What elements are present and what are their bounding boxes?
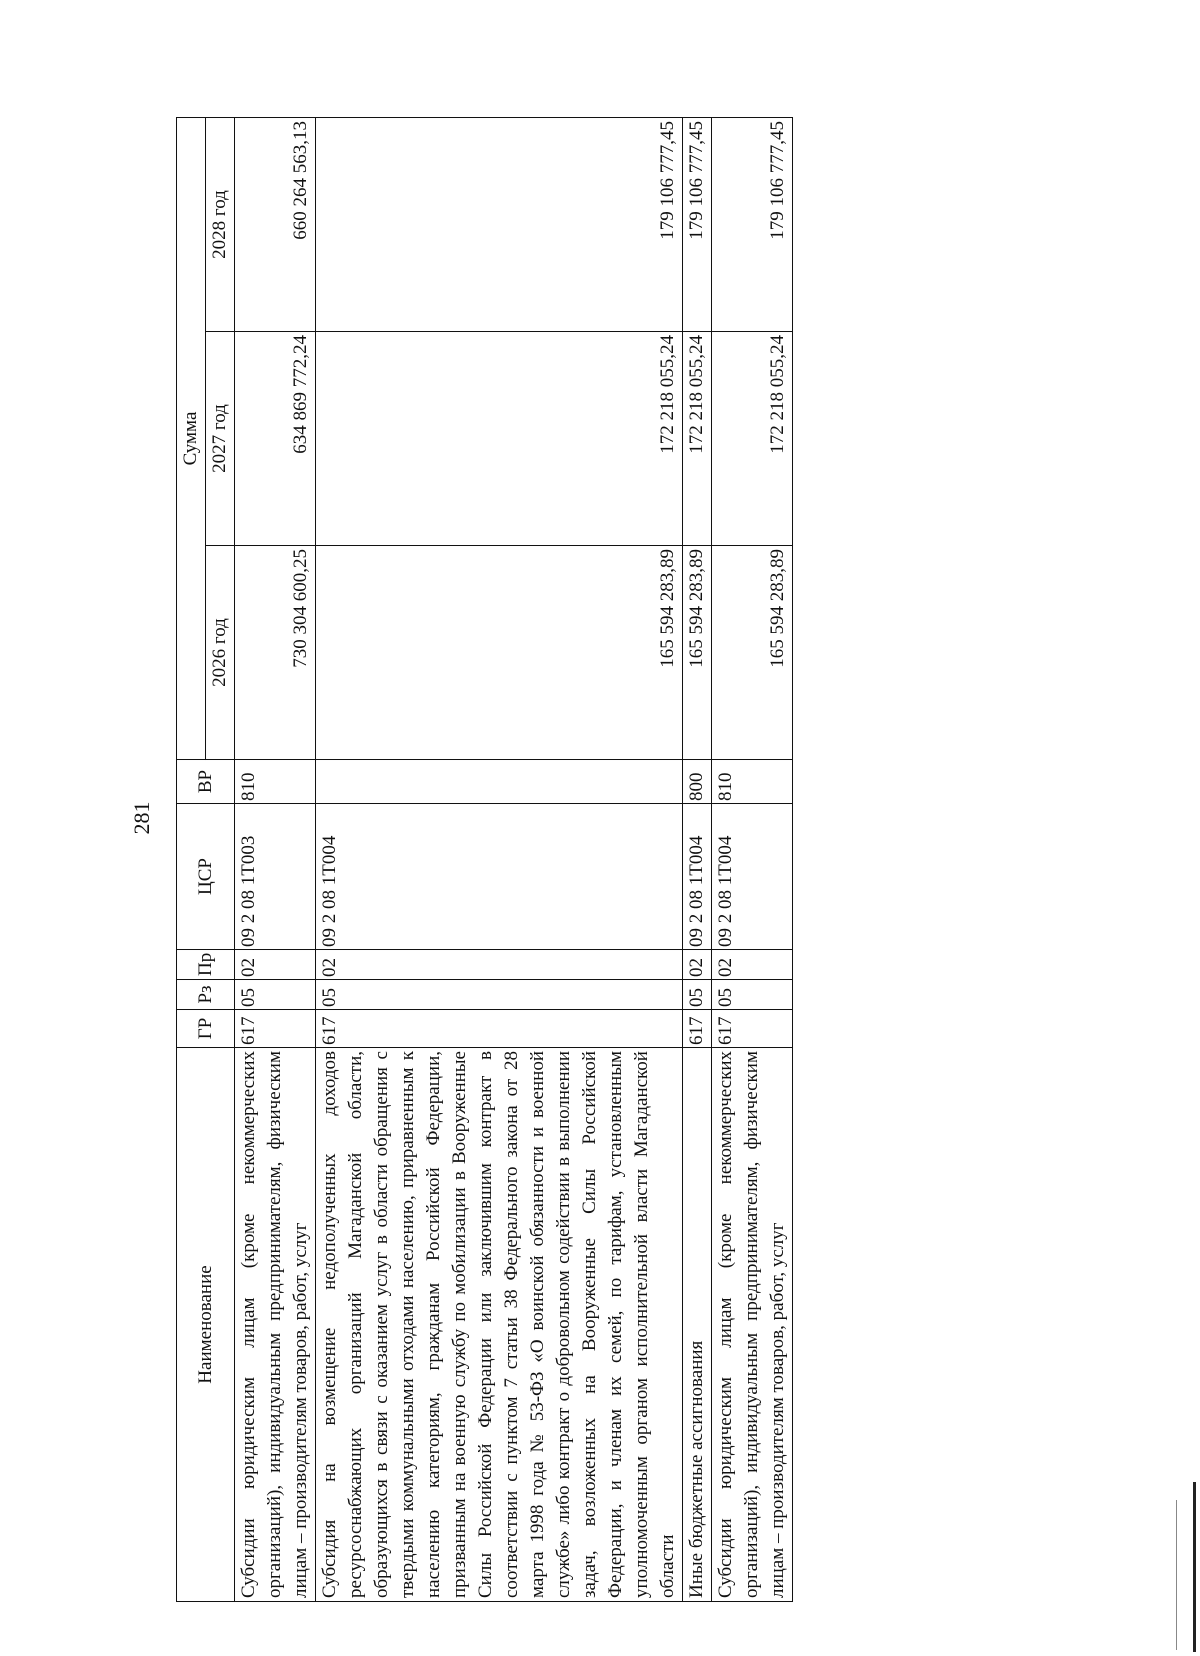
row-csr: 09 2 08 1Т004 [683,804,712,950]
table-row [683,117,712,1601]
row-csr: 09 2 08 1Т004 [316,804,683,950]
header-rz: Рз [177,980,235,1010]
header-name: Наименование [177,1048,235,1602]
row-vr: 800 [683,760,712,804]
header-year-2026: 2026 год [206,546,235,760]
scan-edge-mark [1176,1500,1177,1650]
row-name: Субсидии юридическим лицам (кроме некоммерческих организаций), индивидуальным предпринимателям, физическим лицам – производителям товаров, работ, услуг [712,1048,793,1602]
header-gr: ГР [177,1010,235,1048]
row-sum-2028: 179 106 777,45 [316,117,683,331]
row-vr: 810 [712,760,793,804]
row-sum-2027: 172 218 055,24 [316,332,683,546]
row-sum-2026: 165 594 283,89 [683,546,712,760]
row-pr: 02 [683,950,712,980]
header-year-2028: 2028 год [206,117,235,331]
table-row [235,117,316,1601]
header-year-2027: 2027 год [206,332,235,546]
row-name: Иные бюджетные ассигнования [683,1048,712,1602]
row-gr: 617 [712,1010,793,1048]
row-vr: 810 [235,760,316,804]
row-csr: 09 2 08 1Т003 [235,804,316,950]
page-number: 281 [129,801,154,835]
budget-table [176,117,793,1602]
row-rz: 05 [235,980,316,1010]
header-pr: Пр [177,950,235,980]
row-sum-2026: 165 594 283,89 [316,546,683,760]
row-csr: 09 2 08 1Т004 [712,804,793,950]
header-row-1 [177,117,206,1601]
header-vr: ВР [177,760,235,804]
header-csr: ЦСР [177,804,235,950]
row-gr: 617 [235,1010,316,1048]
row-pr: 02 [235,950,316,980]
row-sum-2028: 179 106 777,45 [712,117,793,331]
row-sum-2027: 634 869 772,24 [235,332,316,546]
row-pr: 02 [712,950,793,980]
row-rz: 05 [712,980,793,1010]
row-gr: 617 [316,1010,683,1048]
row-sum-2027: 172 218 055,24 [712,332,793,546]
row-sum-2027: 172 218 055,24 [683,332,712,546]
scan-edge-mark [1193,1482,1196,1652]
table-container [180,113,788,1597]
row-sum-2028: 179 106 777,45 [683,117,712,331]
header-sum: Сумма [177,117,206,759]
row-rz: 05 [683,980,712,1010]
row-gr: 617 [683,1010,712,1048]
row-rz: 05 [316,980,683,1010]
row-name: Субсидии юридическим лицам (кроме некоммерческих организаций), индивидуальным предпринимателям, физическим лицам – производителям товаров, работ, услуг [235,1048,316,1602]
row-pr: 02 [316,950,683,980]
row-vr [316,760,683,804]
row-sum-2026: 730 304 600,25 [235,546,316,760]
row-name: Субсидия на возмещение недополученных доходов ресурсоснабжающих организаций Магаданской области, образующихся в связи с оказанием услуг в области обращения с твердыми коммунальными отходами населению, приравненным к населению категориям, гражданам Российской Федерации, призванным на военную службу по мобилизации в Вооруженные Силы Российской Федерации или заключившим контракт в соответствии с пунктом 7 статьи 38 Федерального закона от 28 марта 1998 года № 53-ФЗ «О воинской обязанности и военной службе» либо контракт о добровольном содействии в выполнении задач, возложенных на Вооруженные Силы Российской Федерации, и членам их семей, по тарифам, установленным уполномоченным органом исполнительной власти Магаданской области [316,1048,683,1602]
table-row [712,117,793,1601]
row-sum-2028: 660 264 563,13 [235,117,316,331]
table-row [316,117,683,1601]
row-sum-2026: 165 594 283,89 [712,546,793,760]
